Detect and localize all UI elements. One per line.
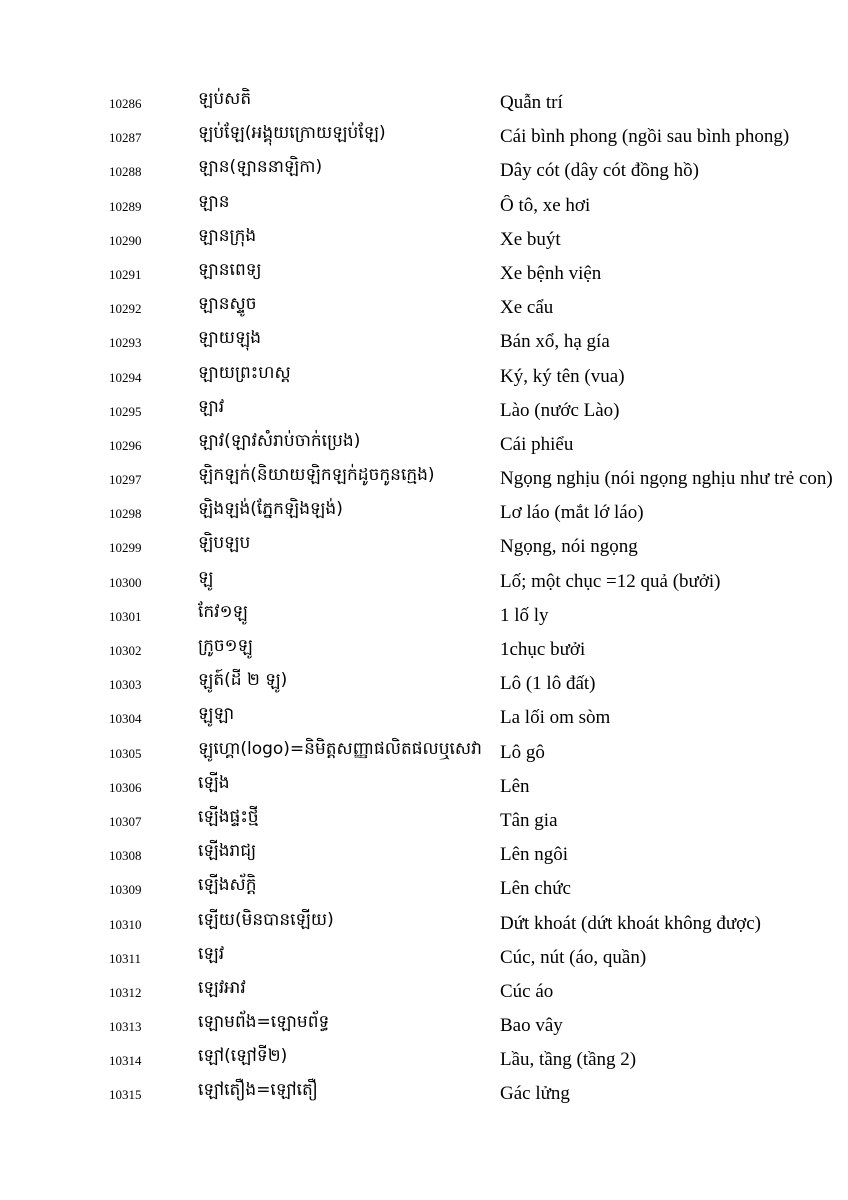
entry-row (0, 223, 848, 257)
vietnamese-translation: Ngọng, nói ngọng (500, 536, 638, 558)
entry-row (0, 86, 848, 120)
vietnamese-translation: Ngọng nghịu (nói ngọng nghịu như trẻ con) (500, 468, 833, 490)
entry-row (0, 462, 848, 496)
vietnamese-translation: Ô tô, xe hơi (500, 194, 591, 216)
entry-row (0, 633, 848, 667)
entry-number: 10314 (109, 1053, 142, 1069)
entry-number: 10291 (109, 266, 142, 282)
entry-row (0, 394, 848, 428)
vietnamese-translation: Bán xổ, hạ gía (500, 331, 610, 353)
entry-row (0, 154, 848, 188)
khmer-term: ឡិបឡប (198, 533, 251, 554)
entry-number: 10313 (109, 1019, 142, 1035)
khmer-term: ឡោមព័ង=ឡោមព័ទ្ធ (198, 1012, 330, 1033)
entry-number: 10289 (109, 198, 142, 214)
entry-row (0, 428, 848, 462)
entry-row (0, 257, 848, 291)
entry-row (0, 496, 848, 530)
khmer-term: ឡើងផ្ទះថ្មី (198, 806, 259, 827)
entry-number: 10307 (109, 813, 142, 829)
vietnamese-translation: Cúc, nút (áo, quần) (500, 946, 647, 968)
entry-row (0, 941, 848, 975)
khmer-term: ឡើយ(មិនបានឡើយ) (198, 909, 334, 930)
entry-row (0, 907, 848, 941)
khmer-term: ឡៅ(ឡៅទី២) (198, 1046, 288, 1067)
entry-number: 10292 (109, 301, 142, 317)
khmer-term: ឡើងស័ក្តិ (198, 875, 257, 896)
vietnamese-translation: Gác lửng (500, 1083, 570, 1105)
khmer-term: ក្រូច១ឡូ (198, 636, 253, 656)
vietnamese-translation: Tân gia (500, 809, 558, 831)
entry-number: 10293 (109, 335, 142, 351)
khmer-term: ឡានស្ទូច (198, 294, 257, 315)
vietnamese-translation: Lô (1 lô đất) (500, 673, 596, 695)
entry-row (0, 291, 848, 325)
entry-row (0, 1077, 848, 1111)
entry-row (0, 1043, 848, 1077)
vietnamese-translation: Cái phiểu (500, 433, 574, 455)
entry-number: 10308 (109, 848, 142, 864)
entry-row (0, 838, 848, 872)
entry-row (0, 736, 848, 770)
khmer-term: ឡានក្រុង (198, 225, 257, 246)
khmer-term: ឡប់ឡែ(អង្គុយក្រោយឡប់ឡែ) (198, 123, 386, 144)
vietnamese-translation: Lơ láo (mắt lớ láo) (500, 502, 644, 524)
entry-list (0, 86, 848, 1112)
entry-number: 10297 (109, 472, 142, 488)
vietnamese-translation: Lô gô (500, 741, 545, 763)
entry-row (0, 120, 848, 154)
entry-number: 10302 (109, 643, 142, 658)
vietnamese-translation: Lên ngôi (500, 844, 569, 866)
khmer-term: កែវ១ឡូ (198, 601, 248, 622)
vietnamese-translation: Lố; một chục =12 quả (bưởi) (500, 570, 721, 592)
entry-row (0, 599, 848, 633)
khmer-term: ឡើង (198, 772, 230, 793)
entry-number: 10305 (109, 745, 142, 761)
vietnamese-translation: Xe buýt (500, 228, 561, 250)
entry-number: 10301 (109, 608, 142, 624)
entry-number: 10303 (109, 677, 142, 693)
entry-number: 10296 (109, 437, 142, 453)
entry-row (0, 530, 848, 564)
vietnamese-translation: Quẫn trí (500, 92, 563, 113)
entry-number: 10306 (109, 779, 142, 795)
entry-number: 10309 (109, 882, 142, 898)
vietnamese-translation: Lên (500, 775, 530, 797)
vietnamese-translation: Cúc áo (500, 980, 554, 1002)
entry-row (0, 1009, 848, 1043)
entry-number: 10311 (109, 950, 142, 966)
entry-number: 10312 (109, 984, 142, 1000)
khmer-term: ឡាយព្រះហស្ត (198, 362, 291, 383)
entry-row (0, 189, 848, 223)
khmer-term: ឡប់សតិ (198, 89, 252, 109)
khmer-term: ឡានពេទ្យ (198, 259, 262, 280)
entry-row (0, 770, 848, 804)
khmer-term: ឡាយឡុង (198, 328, 262, 349)
vietnamese-translation: Lào (nước Lào) (500, 399, 620, 421)
khmer-term: ឡេវ (198, 943, 225, 964)
entry-number: 10286 (109, 96, 142, 111)
vietnamese-translation: Lầu, tầng (tầng 2) (500, 1049, 637, 1071)
entry-number: 10298 (109, 506, 142, 522)
entry-number: 10299 (109, 540, 142, 556)
entry-number: 10304 (109, 711, 142, 727)
entry-row (0, 360, 848, 394)
vietnamese-translation: Lên chức (500, 878, 571, 900)
entry-row (0, 667, 848, 701)
entry-row (0, 701, 848, 735)
khmer-term: ឡាវ(ឡាវសំរាប់ចាក់ប្រេង) (198, 430, 361, 451)
entry-number: 10290 (109, 232, 142, 248)
khmer-term: ឡើងរាជ្យ (198, 841, 257, 862)
khmer-term: ឡូ (198, 567, 214, 588)
khmer-term: ឡិងឡង់(ភ្នែកឡិងឡង់) (198, 499, 343, 520)
khmer-term: ឡិកឡក់(និយាយឡិកឡក់ដូចកូនក្មេង) (198, 465, 435, 486)
entry-row (0, 975, 848, 1009)
khmer-term: ឡូហ្គោ(logo)=និមិត្តសញ្ញាផលិតផលឬសេវា (198, 738, 482, 759)
vietnamese-translation: 1chục bưởi (500, 639, 586, 660)
vietnamese-translation: Bao vây (500, 1015, 563, 1037)
vietnamese-translation: La lối om sòm (500, 707, 611, 729)
entry-number: 10288 (109, 164, 142, 180)
khmer-term: ឡៅតឿង=ឡៅតឿ (198, 1080, 318, 1101)
entry-row (0, 804, 848, 838)
khmer-term: ឡាវ (198, 396, 225, 417)
entry-number: 10294 (109, 369, 142, 385)
entry-row (0, 872, 848, 906)
vietnamese-translation: 1 lố ly (500, 604, 549, 626)
entry-row (0, 565, 848, 599)
entry-number: 10295 (109, 403, 142, 419)
entry-number: 10287 (109, 130, 142, 146)
vietnamese-translation: Cái bình phong (ngồi sau bình phong) (500, 126, 790, 148)
vietnamese-translation: Ký, ký tên (vua) (500, 365, 625, 387)
vietnamese-translation: Xe cẩu (500, 297, 554, 319)
vietnamese-translation: Xe bệnh viện (500, 262, 602, 284)
vietnamese-translation: Dứt khoát (dứt khoát không được) (500, 912, 761, 934)
entry-number: 10315 (109, 1087, 142, 1103)
entry-number: 10300 (109, 574, 142, 590)
khmer-term: ឡាន (198, 191, 230, 212)
entry-row (0, 325, 848, 359)
khmer-term: ឡូត៍(ដី ២ ឡូ) (198, 670, 288, 691)
vietnamese-translation: Dây cót (dây cót đồng hồ) (500, 160, 699, 182)
khmer-term: ឡាន(ឡាននាឡិកា) (198, 157, 323, 178)
entry-number: 10310 (109, 916, 142, 932)
khmer-term: ឡេវអាវ (198, 977, 246, 998)
khmer-term: ឡូឡា (198, 704, 235, 725)
